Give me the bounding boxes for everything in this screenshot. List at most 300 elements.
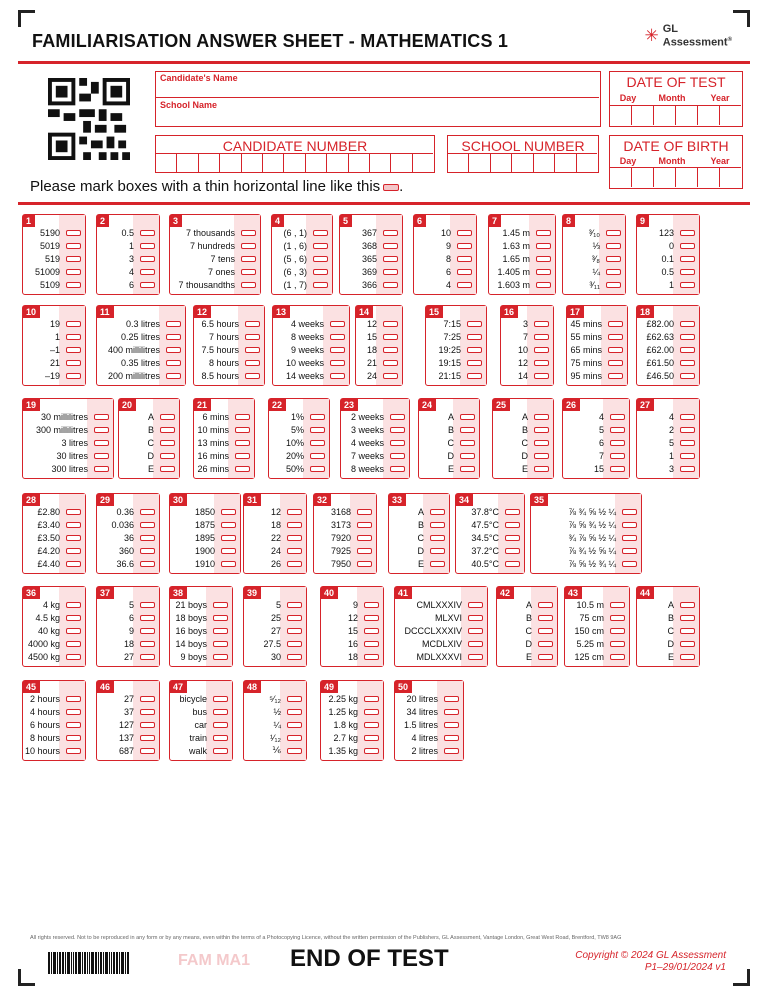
answer-mark-box[interactable]: [460, 414, 475, 420]
answer-mark-box[interactable]: [538, 615, 553, 621]
answer-mark-box[interactable]: [140, 243, 155, 249]
answer-mark-box[interactable]: [383, 256, 398, 262]
school-number-cells[interactable]: [448, 153, 597, 172]
answer-mark-box[interactable]: [213, 722, 228, 728]
answer-mark-box[interactable]: [364, 722, 379, 728]
answer-mark-box[interactable]: [608, 334, 623, 340]
answer-mark-box[interactable]: [357, 548, 372, 554]
answer-mark-box[interactable]: [66, 243, 81, 249]
answer-mark-box[interactable]: [390, 453, 405, 459]
answer-mark-box[interactable]: [622, 561, 637, 567]
answer-mark-box[interactable]: [213, 628, 228, 634]
answer-mark-box[interactable]: [241, 243, 256, 249]
answer-mark-box[interactable]: [140, 654, 155, 660]
answer-mark-box[interactable]: [364, 602, 379, 608]
answer-mark-box[interactable]: [140, 230, 155, 236]
barcode: [48, 952, 158, 974]
date-of-test-cells[interactable]: [610, 105, 741, 125]
answer-mark-box[interactable]: [287, 709, 302, 715]
answer-mark-box[interactable]: [94, 414, 109, 420]
answer-mark-box[interactable]: [221, 509, 236, 515]
answer-mark-box[interactable]: [313, 269, 328, 275]
answer-mark-box[interactable]: [468, 615, 483, 621]
answer-mark-box[interactable]: [66, 561, 81, 567]
answer-mark-box[interactable]: [357, 509, 372, 515]
answer-mark-box[interactable]: [66, 347, 81, 353]
answer-mark-box[interactable]: [235, 440, 250, 446]
option-label: 2 litres: [411, 745, 438, 756]
answer-mark-box[interactable]: [287, 696, 302, 702]
answer-mark-box[interactable]: [467, 321, 482, 327]
answer-mark-box[interactable]: [66, 360, 81, 366]
answer-mark-box[interactable]: [357, 522, 372, 528]
answer-mark-box[interactable]: [287, 628, 302, 634]
answer-mark-box[interactable]: [430, 535, 445, 541]
answer-mark-box[interactable]: [160, 414, 175, 420]
answer-mark-box[interactable]: [538, 654, 553, 660]
answer-mark-box[interactable]: [622, 522, 637, 528]
answer-mark-box[interactable]: [468, 641, 483, 647]
answer-mark-box[interactable]: [610, 602, 625, 608]
test-year-label: Year: [710, 93, 730, 103]
answer-mark-box[interactable]: [390, 427, 405, 433]
answer-mark-box[interactable]: [235, 466, 250, 472]
answer-option: [170, 611, 232, 624]
answer-mark-box[interactable]: [245, 321, 260, 327]
answer-mark-box[interactable]: [140, 548, 155, 554]
answer-option: [194, 343, 264, 356]
option-label: B: [667, 612, 674, 623]
answer-mark-box[interactable]: [310, 427, 325, 433]
answer-mark-box[interactable]: [606, 243, 621, 249]
answer-option: [340, 239, 402, 252]
answer-mark-box[interactable]: [534, 347, 549, 353]
answer-mark-box[interactable]: [166, 334, 181, 340]
answer-mark-box[interactable]: [444, 735, 459, 741]
answer-mark-box[interactable]: [457, 230, 472, 236]
answer-mark-box[interactable]: [680, 230, 695, 236]
answer-mark-box[interactable]: [241, 230, 256, 236]
answer-mark-box[interactable]: [313, 230, 328, 236]
answer-mark-box[interactable]: [140, 735, 155, 741]
answer-mark-box[interactable]: [505, 509, 520, 515]
option-label: 1.5 litres: [403, 719, 438, 730]
answer-mark-box[interactable]: [313, 243, 328, 249]
answer-mark-box[interactable]: [468, 628, 483, 634]
answer-mark-box[interactable]: [241, 256, 256, 262]
option-label: 4 hours: [29, 706, 60, 717]
answer-mark-box[interactable]: [221, 522, 236, 528]
answer-mark-box[interactable]: [287, 615, 302, 621]
answer-mark-box[interactable]: [383, 321, 398, 327]
answer-mark-box[interactable]: [430, 522, 445, 528]
answer-mark-box[interactable]: [241, 282, 256, 288]
answer-mark-box[interactable]: [457, 256, 472, 262]
answer-mark-box[interactable]: [287, 602, 302, 608]
answer-mark-box[interactable]: [140, 615, 155, 621]
answer-mark-box[interactable]: [213, 735, 228, 741]
answer-mark-box[interactable]: [166, 347, 181, 353]
option-label: 40 kg: [37, 625, 60, 636]
answer-mark-box[interactable]: [140, 696, 155, 702]
answer-mark-box[interactable]: [390, 466, 405, 472]
answer-mark-box[interactable]: [364, 628, 379, 634]
answer-mark-box[interactable]: [468, 602, 483, 608]
answer-mark-box[interactable]: [390, 440, 405, 446]
answer-mark-box[interactable]: [313, 256, 328, 262]
answer-option: [321, 705, 383, 718]
answer-mark-box[interactable]: [383, 360, 398, 366]
answer-mark-box[interactable]: [444, 748, 459, 754]
answer-mark-box[interactable]: [383, 230, 398, 236]
answer-mark-box[interactable]: [457, 282, 472, 288]
answer-mark-box[interactable]: [622, 548, 637, 554]
answer-mark-box[interactable]: [460, 453, 475, 459]
answer-mark-box[interactable]: [534, 427, 549, 433]
answer-mark-box[interactable]: [444, 696, 459, 702]
answer-mark-box[interactable]: [66, 641, 81, 647]
answer-option: [531, 531, 641, 544]
answer-mark-box[interactable]: [221, 561, 236, 567]
answer-mark-box[interactable]: [287, 535, 302, 541]
answer-mark-box[interactable]: [213, 654, 228, 660]
answer-mark-box[interactable]: [610, 427, 625, 433]
option-label: 365: [361, 253, 377, 264]
answer-mark-box[interactable]: [330, 321, 345, 327]
answer-mark-box[interactable]: [610, 440, 625, 446]
answer-mark-box[interactable]: [140, 748, 155, 754]
answer-mark-box[interactable]: [680, 373, 695, 379]
logo-star-icon: ✳: [644, 26, 659, 46]
answer-mark-box[interactable]: [457, 243, 472, 249]
answer-mark-box[interactable]: [66, 602, 81, 608]
answer-mark-box[interactable]: [622, 535, 637, 541]
answer-mark-box[interactable]: [680, 641, 695, 647]
answer-mark-box[interactable]: [383, 243, 398, 249]
answer-mark-box[interactable]: [680, 321, 695, 327]
answer-mark-box[interactable]: [536, 230, 551, 236]
answer-mark-box[interactable]: [287, 561, 302, 567]
answer-mark-box[interactable]: [680, 440, 695, 446]
answer-mark-box[interactable]: [66, 230, 81, 236]
answer-mark-box[interactable]: [313, 282, 328, 288]
answer-mark-box[interactable]: [66, 748, 81, 754]
answer-mark-box[interactable]: [606, 269, 621, 275]
answer-mark-box[interactable]: [467, 360, 482, 366]
option-label: 0.036: [111, 519, 134, 530]
candidate-number-cells[interactable]: [156, 153, 433, 172]
answer-mark-box[interactable]: [66, 654, 81, 660]
answer-mark-box[interactable]: [66, 615, 81, 621]
answer-mark-box[interactable]: [330, 360, 345, 366]
answer-mark-box[interactable]: [235, 453, 250, 459]
question-number: 14: [356, 306, 373, 318]
answer-mark-box[interactable]: [140, 641, 155, 647]
option-label: 8 weeks: [290, 331, 324, 342]
answer-mark-box[interactable]: [383, 269, 398, 275]
answer-mark-box[interactable]: [364, 654, 379, 660]
answer-mark-box[interactable]: [534, 321, 549, 327]
answer-mark-box[interactable]: [460, 427, 475, 433]
answer-mark-box[interactable]: [606, 256, 621, 262]
answer-mark-box[interactable]: [287, 748, 302, 754]
answer-mark-box[interactable]: [680, 269, 695, 275]
answer-mark-box[interactable]: [536, 269, 551, 275]
answer-mark-box[interactable]: [536, 282, 551, 288]
answer-mark-box[interactable]: [505, 522, 520, 528]
answer-mark-box[interactable]: [140, 282, 155, 288]
question-41: [394, 586, 488, 667]
answer-mark-box[interactable]: [390, 414, 405, 420]
answer-mark-box[interactable]: [383, 347, 398, 353]
answer-mark-box[interactable]: [287, 548, 302, 554]
answer-mark-box[interactable]: [505, 561, 520, 567]
answer-mark-box[interactable]: [140, 522, 155, 528]
answer-mark-box[interactable]: [140, 628, 155, 634]
answer-mark-box[interactable]: [608, 373, 623, 379]
answer-mark-box[interactable]: [606, 282, 621, 288]
answer-option: [356, 330, 402, 343]
answer-mark-box[interactable]: [94, 466, 109, 472]
answer-mark-box[interactable]: [66, 722, 81, 728]
option-label: 7 ones: [207, 266, 235, 277]
candidate-name-field[interactable]: [157, 84, 597, 96]
answer-mark-box[interactable]: [608, 347, 623, 353]
answer-option: [341, 423, 409, 436]
answer-mark-box[interactable]: [160, 466, 175, 472]
answer-mark-box[interactable]: [460, 466, 475, 472]
answer-mark-box[interactable]: [166, 321, 181, 327]
answer-mark-box[interactable]: [94, 453, 109, 459]
answer-mark-box[interactable]: [287, 509, 302, 515]
answer-mark-box[interactable]: [538, 628, 553, 634]
answer-mark-box[interactable]: [66, 509, 81, 515]
answer-option: [244, 744, 306, 757]
school-name-field[interactable]: [157, 110, 597, 124]
answer-mark-box[interactable]: [160, 440, 175, 446]
answer-mark-box[interactable]: [66, 548, 81, 554]
answer-mark-box[interactable]: [287, 522, 302, 528]
answer-mark-box[interactable]: [467, 373, 482, 379]
answer-mark-box[interactable]: [140, 561, 155, 567]
answer-mark-box[interactable]: [680, 334, 695, 340]
answer-mark-box[interactable]: [534, 466, 549, 472]
answer-mark-box[interactable]: [330, 373, 345, 379]
answer-mark-box[interactable]: [383, 373, 398, 379]
answer-mark-box[interactable]: [213, 615, 228, 621]
question-50: [394, 680, 464, 761]
answer-mark-box[interactable]: [534, 414, 549, 420]
answer-mark-box[interactable]: [66, 256, 81, 262]
answer-mark-box[interactable]: [140, 509, 155, 515]
option-label: 4: [445, 279, 451, 290]
answer-mark-box[interactable]: [505, 535, 520, 541]
answer-mark-box[interactable]: [287, 641, 302, 647]
answer-mark-box[interactable]: [213, 696, 228, 702]
answer-mark-box[interactable]: [680, 243, 695, 249]
answer-mark-box[interactable]: [457, 269, 472, 275]
answer-option: [389, 518, 449, 531]
answer-mark-box[interactable]: [680, 615, 695, 621]
answer-mark-box[interactable]: [383, 334, 398, 340]
answer-mark-box[interactable]: [94, 427, 109, 433]
answer-mark-box[interactable]: [66, 696, 81, 702]
answer-mark-box[interactable]: [66, 282, 81, 288]
option-label: ½: [273, 706, 281, 717]
answer-mark-box[interactable]: [287, 735, 302, 741]
answer-mark-box[interactable]: [364, 709, 379, 715]
answer-mark-box[interactable]: [467, 334, 482, 340]
answer-mark-box[interactable]: [364, 696, 379, 702]
answer-mark-box[interactable]: [66, 321, 81, 327]
answer-mark-box[interactable]: [66, 535, 81, 541]
answer-mark-box[interactable]: [66, 522, 81, 528]
answer-mark-box[interactable]: [140, 256, 155, 262]
question-15: [425, 305, 487, 386]
answer-mark-box[interactable]: [357, 561, 372, 567]
answer-mark-box[interactable]: [534, 360, 549, 366]
answer-mark-box[interactable]: [610, 453, 625, 459]
answer-mark-box[interactable]: [610, 615, 625, 621]
answer-mark-box[interactable]: [364, 748, 379, 754]
answer-mark-box[interactable]: [534, 453, 549, 459]
answer-mark-box[interactable]: [534, 334, 549, 340]
answer-mark-box[interactable]: [213, 709, 228, 715]
answer-mark-box[interactable]: [538, 641, 553, 647]
answer-mark-box[interactable]: [534, 440, 549, 446]
answer-mark-box[interactable]: [66, 628, 81, 634]
answer-mark-box[interactable]: [610, 414, 625, 420]
answer-mark-box[interactable]: [66, 709, 81, 715]
answer-mark-box[interactable]: [622, 509, 637, 515]
answer-mark-box[interactable]: [140, 602, 155, 608]
answer-mark-box[interactable]: [680, 628, 695, 634]
option-label: 125 cm: [574, 651, 604, 662]
answer-mark-box[interactable]: [608, 360, 623, 366]
answer-mark-box[interactable]: [610, 654, 625, 660]
answer-mark-box[interactable]: [680, 654, 695, 660]
date-of-birth-cells[interactable]: [610, 167, 741, 187]
answer-mark-box[interactable]: [330, 347, 345, 353]
option-label: 5109: [39, 279, 60, 290]
answer-mark-box[interactable]: [241, 269, 256, 275]
answer-mark-box[interactable]: [505, 548, 520, 554]
option-label: 519: [44, 253, 60, 264]
answer-mark-box[interactable]: [606, 230, 621, 236]
answer-mark-box[interactable]: [680, 602, 695, 608]
answer-mark-box[interactable]: [444, 709, 459, 715]
answer-mark-box[interactable]: [140, 269, 155, 275]
answer-mark-box[interactable]: [460, 440, 475, 446]
answer-mark-box[interactable]: [245, 360, 260, 366]
answer-mark-box[interactable]: [66, 373, 81, 379]
answer-mark-box[interactable]: [680, 453, 695, 459]
answer-mark-box[interactable]: [213, 641, 228, 647]
answer-mark-box[interactable]: [160, 453, 175, 459]
answer-mark-box[interactable]: [430, 548, 445, 554]
answer-mark-box[interactable]: [160, 427, 175, 433]
answer-mark-box[interactable]: [245, 347, 260, 353]
answer-mark-box[interactable]: [680, 414, 695, 420]
option-label: 4 weeks: [290, 318, 324, 329]
option-label: 6 mins: [202, 411, 229, 422]
answer-mark-box[interactable]: [166, 360, 181, 366]
answer-mark-box[interactable]: [467, 347, 482, 353]
answer-mark-box[interactable]: [245, 373, 260, 379]
answer-mark-box[interactable]: [610, 628, 625, 634]
answer-mark-box[interactable]: [94, 440, 109, 446]
answer-mark-box[interactable]: [310, 440, 325, 446]
answer-mark-box[interactable]: [140, 535, 155, 541]
answer-mark-box[interactable]: [536, 243, 551, 249]
answer-mark-box[interactable]: [536, 256, 551, 262]
answer-option: [97, 637, 159, 650]
answer-mark-box[interactable]: [66, 735, 81, 741]
answer-option: [389, 531, 449, 544]
answer-mark-box[interactable]: [680, 256, 695, 262]
answer-option: [531, 505, 641, 518]
answer-mark-box[interactable]: [235, 414, 250, 420]
answer-mark-box[interactable]: [140, 722, 155, 728]
answer-mark-box[interactable]: [310, 453, 325, 459]
answer-mark-box[interactable]: [221, 535, 236, 541]
answer-option: [194, 330, 264, 343]
answer-mark-box[interactable]: [430, 509, 445, 515]
answer-mark-box[interactable]: [140, 709, 155, 715]
answer-mark-box[interactable]: [538, 602, 553, 608]
answer-mark-box[interactable]: [330, 334, 345, 340]
answer-mark-box[interactable]: [534, 373, 549, 379]
answer-mark-box[interactable]: [221, 548, 236, 554]
question-38: [169, 586, 233, 667]
answer-mark-box[interactable]: [680, 427, 695, 433]
answer-mark-box[interactable]: [680, 282, 695, 288]
answer-mark-box[interactable]: [310, 466, 325, 472]
answer-mark-box[interactable]: [166, 373, 181, 379]
answer-mark-box[interactable]: [430, 561, 445, 567]
answer-mark-box[interactable]: [235, 427, 250, 433]
answer-mark-box[interactable]: [680, 347, 695, 353]
answer-mark-box[interactable]: [608, 321, 623, 327]
option-label: 2 hours: [29, 693, 60, 704]
answer-mark-box[interactable]: [66, 334, 81, 340]
answer-option: [389, 557, 449, 570]
answer-mark-box[interactable]: [610, 641, 625, 647]
answer-mark-box[interactable]: [610, 466, 625, 472]
answer-mark-box[interactable]: [364, 735, 379, 741]
option-label: 10: [517, 344, 528, 355]
answer-option: [23, 624, 85, 637]
option-label: ¼: [592, 266, 600, 277]
answer-mark-box[interactable]: [357, 535, 372, 541]
answer-mark-box[interactable]: [213, 602, 228, 608]
answer-mark-box[interactable]: [287, 654, 302, 660]
answer-mark-box[interactable]: [680, 466, 695, 472]
answer-mark-box[interactable]: [680, 360, 695, 366]
answer-mark-box[interactable]: [364, 641, 379, 647]
answer-mark-box[interactable]: [444, 722, 459, 728]
answer-mark-box[interactable]: [245, 334, 260, 340]
answer-option: [97, 624, 159, 637]
answer-mark-box[interactable]: [383, 282, 398, 288]
answer-mark-box[interactable]: [66, 269, 81, 275]
answer-mark-box[interactable]: [468, 654, 483, 660]
answer-mark-box[interactable]: [287, 722, 302, 728]
answer-mark-box[interactable]: [364, 615, 379, 621]
option-label: 0.36: [116, 506, 134, 517]
answer-mark-box[interactable]: [310, 414, 325, 420]
answer-mark-box[interactable]: [213, 748, 228, 754]
